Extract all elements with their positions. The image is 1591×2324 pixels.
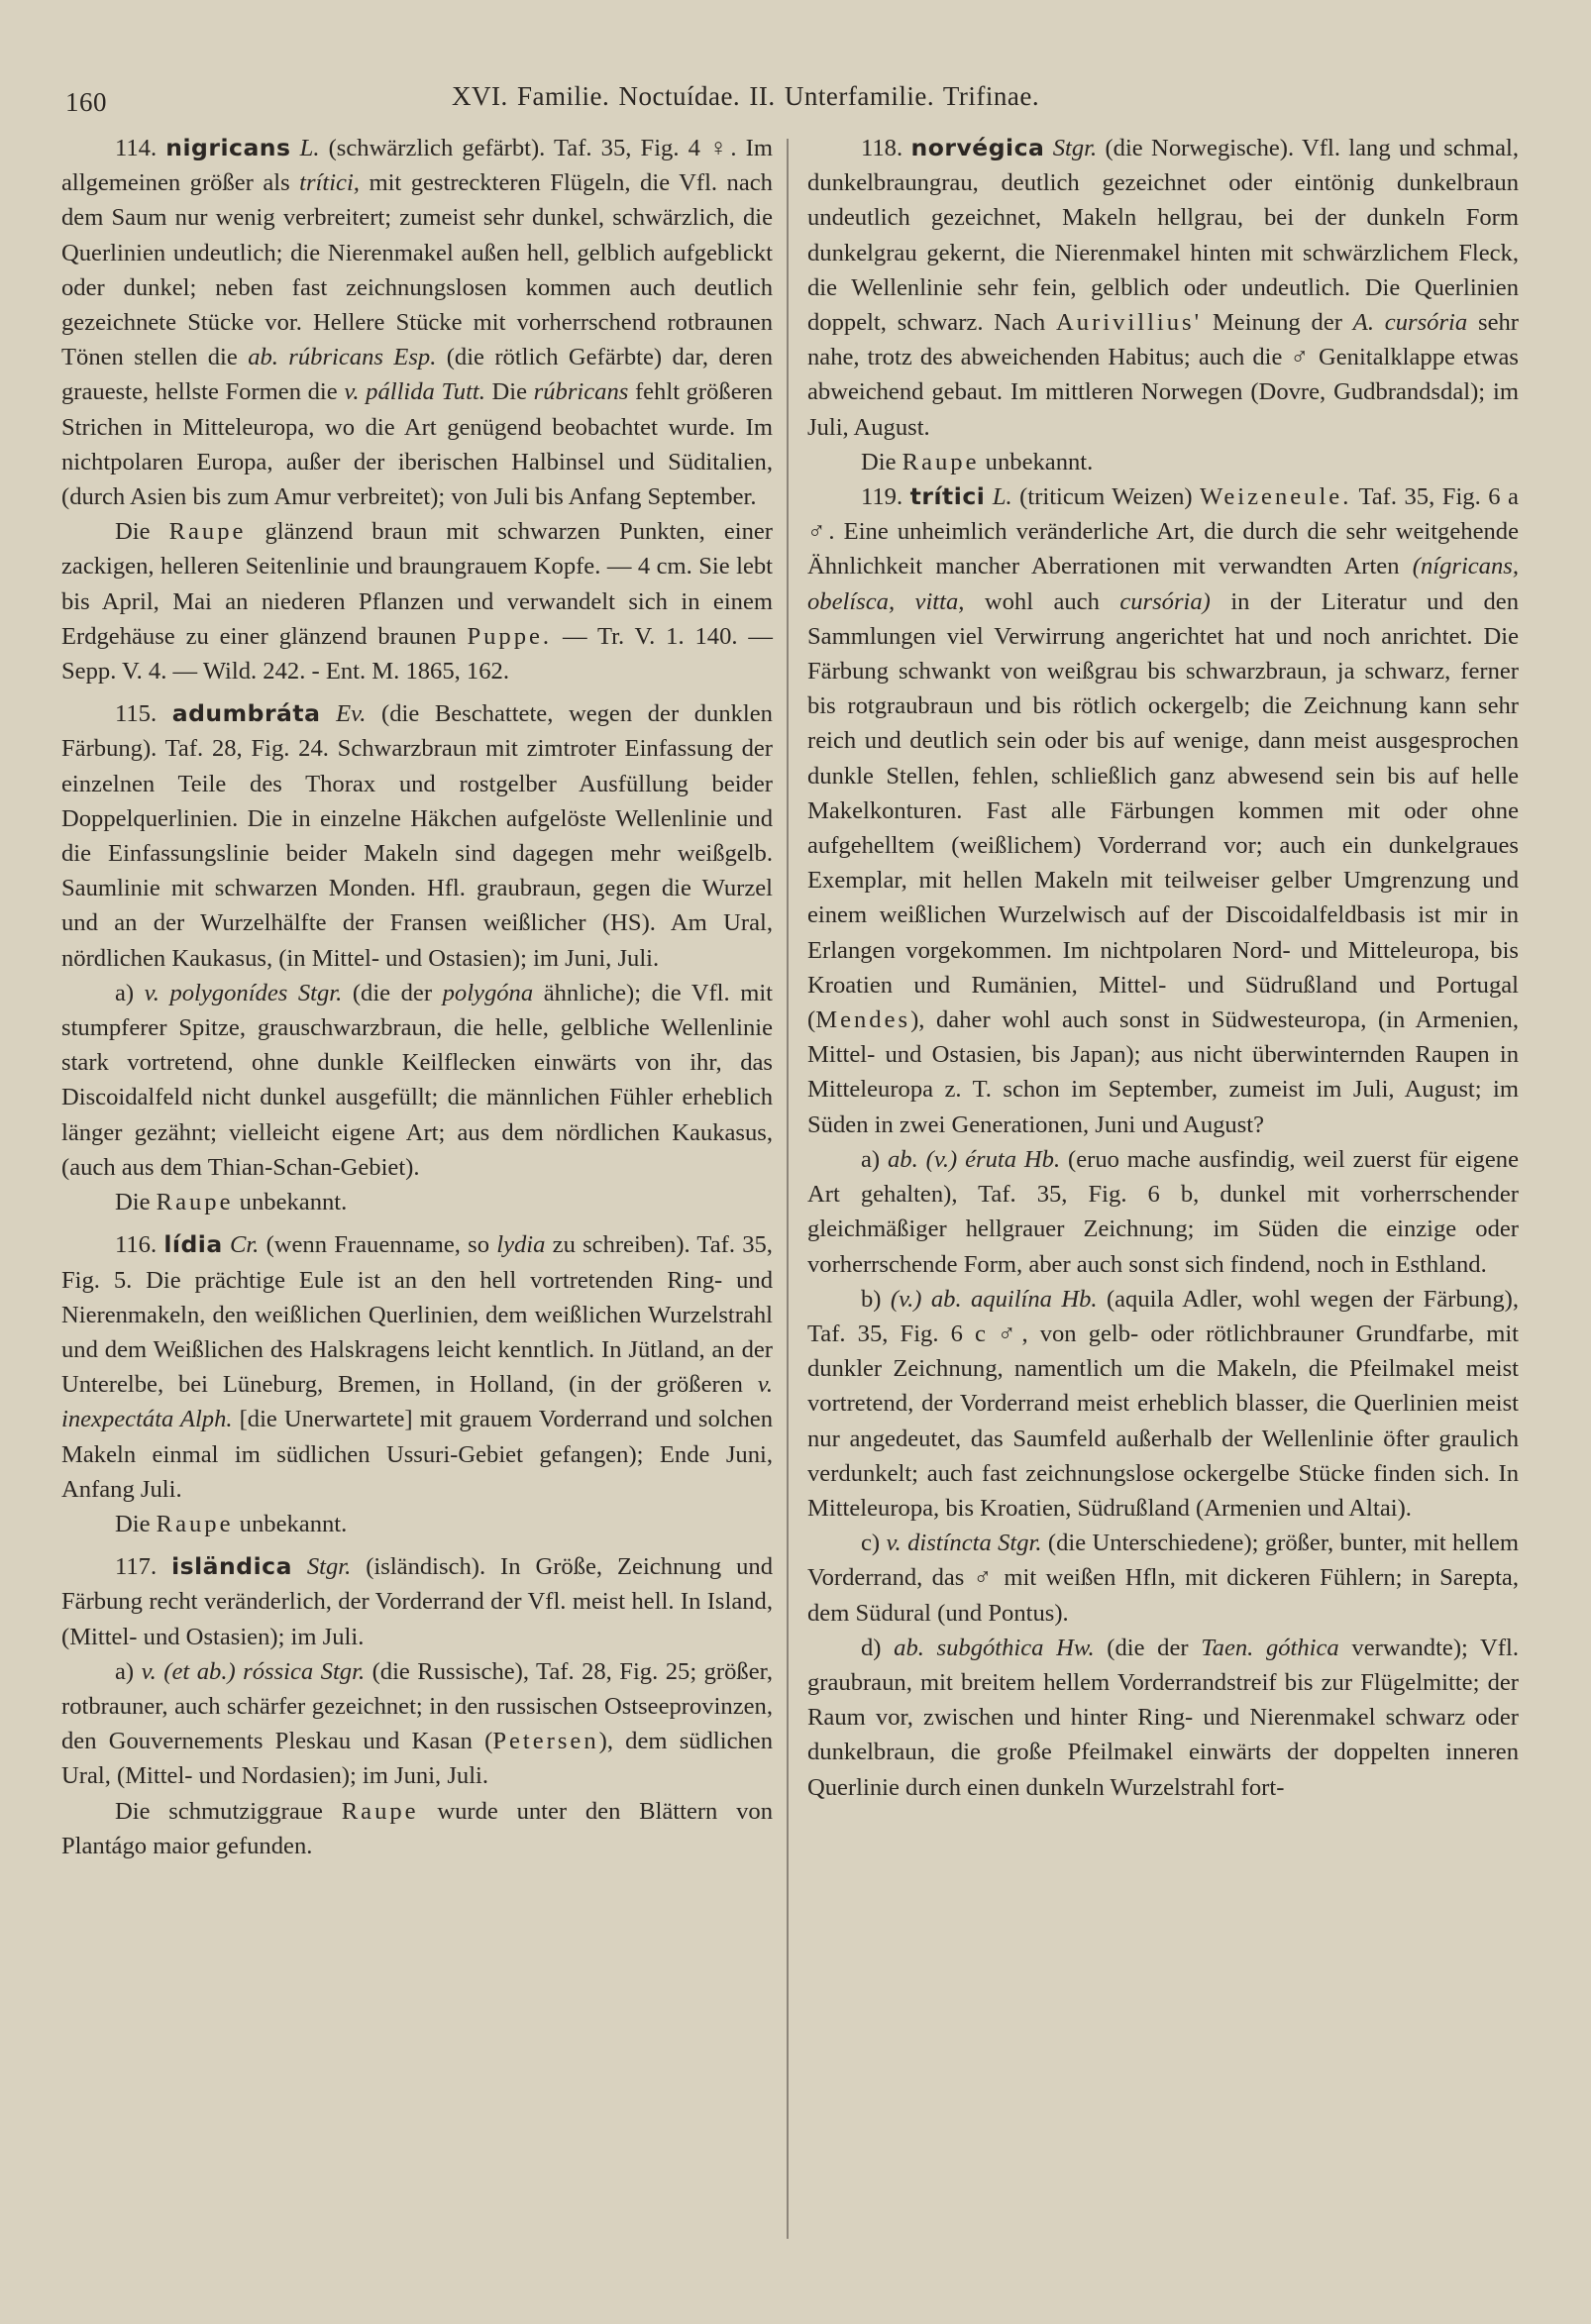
variety-name: v. distíncta Stgr. — [886, 1530, 1042, 1557]
entry-114 — [61, 131, 773, 688]
species-author: L. — [992, 483, 1012, 511]
entry-117-variety-a: a) v. (et ab.) róssica Stgr. (die Russische), Taf. 28, Fig. 25; größer, rotbrauner, auch schärfer gezeichnet; in den russischen Ostseeprovinzen, den Gouvernements Pleskau und Kasan (Petersen), dem südlichen Ural, (Mittel- und Nordasien); im Juni, Juli. — [61, 1657, 773, 1790]
entry-115-variety-a: a) v. polygonídes Stgr. (die der polygóna ähnliche); die Vfl. mit stumpferer Spitze, grauschwarzbraun, die helle, gelbliche Wellenlinie stark vortretend, ohne dunkle Keilflecken einwärts von ihr, das Discoidalfeld nicht dunkel ausgefüllt; die männlichen Fühler erheblich länger gezähnt; vielleicht eigene Art; aus dem nördlichen Kaukasus, (auch aus dem Thian-Schan-Gebiet). — [61, 979, 774, 1181]
entry-118-text: 118. norvégica Stgr. (die Norwegische). Vfl. lang und schmal, dunkelbraungrau, deutlich gezeichnet oder eintönig dunkelbraun undeutlich gezeichnet, Makeln hellgrau, bei der dunkeln Form dunkelgrau gekernt, die Nierenmakel hinten mit schwärzlichem Fleck, die Wellenlinie sehr fein, gelblich oder undeutlich. Die Querlinien doppelt, schwarz. Nach Aurivillius' Meinung der A. cursória sehr nahe, trotz des abweichenden Habitus; auch die ♂ Genitalklappe etwas abweichend gebaut. Im mittleren Norwegen (Dovre, Gudbrandsdal); im Juli, August. — [807, 134, 1520, 441]
species-name: nigricans — [165, 134, 291, 161]
entry-119-variety-c: c) v. distíncta Stgr. (die Unterschiedene); größer, bunter, mit hellem Vorderrand, das ♂ mit weißen Hfln, mit dickeren Fühlern; in Sarepta, dem Südural (und Pontus). — [807, 1530, 1519, 1627]
entry-115-text: 115. adumbráta Ev. (die Beschattete, wegen der dunklen Färbung). Taf. 28, Fig. 24. Schwarzbraun mit zimtroter Einfassung der einzelnen Teile des Thorax und rostgelber Ausfüllung beider Doppelquerlinien. Die in einzelne Häkchen aufgelöste Wellenlinie und die Einfassungslinie beider Makeln sind dagegen mehr weißgelb. Saumlinie mit schwarzen Monden. Hfl. graubraun, gegen die Wurzel und an der Wurzelhälfte der Fransen weißlicher (HS). Am Ural, nördlichen Kaukasus, (in Mittel- und Ostasien); im Juni, Juli. — [61, 699, 773, 972]
entry-119 — [807, 479, 1519, 1805]
column-divider — [787, 139, 789, 2239]
entry-117-larva: Die schmutziggraue Raupe wurde unter den Blättern von Plantágo maior gefunden. — [61, 1797, 773, 1859]
entry-118 — [807, 131, 1519, 479]
species-author: Cr. — [229, 1231, 260, 1259]
variety-name: (v.) ab. aquilína Hb. — [890, 1285, 1098, 1313]
common-name: Weizeneule. — [1200, 483, 1352, 511]
entry-118-larva: Die Raupe unbekannt. — [861, 448, 1094, 475]
entry-116 — [61, 1227, 773, 1541]
species-name: isländica — [171, 1552, 292, 1581]
page-number: 160 — [65, 87, 107, 117]
right-column — [807, 131, 1519, 1805]
variety-name: v. inexpectáta Alph. — [61, 1371, 773, 1433]
entry-114-larva: Die Raupe glänzend braun mit schwarzen Punkten, einer zackigen, helleren Seitenlinie und braungrauem Kopfe. — 4 cm. Sie lebt bis April, Mai an niederen Pflanzen und verwandelt sich in einem Erdgehäuse zu einer glänzend braunen Puppe. — Tr. V. 1. 140. — Sepp. V. 4. — Wild. 242. - Ent. M. 1865, 162. — [61, 518, 773, 686]
entry-119-variety-d: d) ab. subgóthica Hw. (die der Taen. góthica verwandte); Vfl. graubraun, mit breitem hellem Vorderrandstreif bis zur Flügelmitte; der Raum vor, zwischen und hinter Ring- und Nierenmakel schwarz oder dunkelbraun, die große Pfeilmakel einwärts der doppelten inneren Querlinie durch einen dunkeln Wurzelstrahl fort- — [807, 1634, 1519, 1801]
entry-119-variety-a: a) ab. (v.) éruta Hb. (eruo mache ausfindig, weil zuerst für eigene Art gehalten), Taf. 35, Fig. 6 b, dunkel mit vorherrschender gleichmäßiger hellgrauer Zeichnung; im Süden die einzige oder vorherrschende Form, aber auch sonst sich findend, noch in Esthland. — [807, 1145, 1519, 1278]
running-head: XVI. Familie. Noctuídae. II. Unterfamilie. Trifinae. — [452, 81, 1040, 111]
page-header — [65, 81, 1532, 121]
entry-117-text: 117. isländica Stgr. (isländisch). In Größe, Zeichnung und Färbung recht veränderlich, der Vorderrand der Vfl. meist hell. In Island, (Mittel- und Ostasien); im Juli. — [61, 1552, 773, 1650]
entry-114-text: 114. nigricans L. (schwärzlich gefärbt). Taf. 35, Fig. 4 ♀. Im allgemeinen größer als trítici, mit gestreckteren Flügeln, die Vfl. nach dem Saum nur wenig verbreitert; zumeist sehr dunkel, schwärzlich, die Querlinien undeutlich; die Nierenmakel außen hell, gelblich aufgeblickt oder dunkel; neben fast zeichnungslosen kommen auch deutlich gezeichnete Stücke vor. Hellere Stücke mit vorherrschend rotbraunen Tönen stellen die ab. rúbricans Esp. (die rötlich Gefärbte) dar, deren graueste, hellste Formen die v. pállida Tutt. Die rúbricans fehlt größeren Strichen in Mitteleuropa, wo die Art genügend beobachtet wurde. Im nichtpolaren Europa, außer der iberischen Halbinsel und Süditalien, (durch Asien bis zum Amur verbreitet); von Juli bis Anfang September. — [61, 134, 774, 511]
entry-116-text: 116. lídia Cr. (wenn Frauenname, so lydia zu schreiben). Taf. 35, Fig. 5. Die prächtige Eule ist an den hell vortretenden Ring- und Nierenmakeln, den weißlichen Querlinien, dem weißlichen Wurzelstrahl und dem Weißlichen des Halskragens leicht kenntlich. In Jütland, an der Unterelbe, bei Lüneburg, Bremen, in Holland, (in der größeren v. inexpectáta Alph. [die Unerwartete] mit grauem Vorderrand und solchen Makeln einmal im südlichen Ussuri-Gebiet gefangen); Ende Juni, Anfang Juli. — [61, 1230, 773, 1503]
species-name: lídia — [163, 1230, 223, 1259]
variety-name: v. pállida Tutt. — [344, 378, 485, 406]
species-name: trítici — [909, 482, 986, 511]
entry-116-larva: Die Raupe unbekannt. — [115, 1510, 348, 1537]
species-name: norvégica — [910, 134, 1045, 161]
species-author: Ev. — [336, 700, 367, 728]
variety-name: v. (et ab.) róssica Stgr. — [141, 1657, 366, 1685]
entry-117 — [61, 1549, 773, 1863]
species-author: L. — [299, 135, 320, 161]
aberration-name: ab. rúbricans Esp. — [248, 344, 437, 371]
variety-name: ab. (v.) éruta Hb. — [888, 1145, 1061, 1173]
entry-115 — [61, 696, 773, 1219]
species-author: Stgr. — [1052, 135, 1098, 161]
entry-119-text: 119. trítici L. (triticum Weizen) Weizeneule. Taf. 35, Fig. 6 a ♂. Eine unheimlich veränderliche Art, die durch die sehr weitgehende Ähnlichkeit mancher Aberrationen mit verwandten Arten (nígricans, obelísca, vitta, wohl auch cursória) in der Literatur und den Sammlungen viel Verwirrung angerichtet hat und noch anrichtet. Die Färbung schwankt von weißgrau bis schwarzbraun, ja schwarz, ferner bis rotgraubraun und bis rötlich ockergelb; die Zeichnung kann sehr reich und deutlich sein oder bis auf wenige, dann meist ausgesprochen dunkle Stellen, fehlen, schließlich ganz abwesend sein bis auf helle Makelkonturen. Fast alle Färbungen kommen mit oder ohne aufgehelltem (weißlichem) Vorderrand vor; auch ein dunkelgraues Exemplar, mit hellen Makeln mit teilweiser gelber Umgrenzung und einem weißlichen Wurzelwisch auf der Discoidalfeldbasis ist mir in Erlangen vorgekommen. Im nichtpolaren Nord- und Mitteleuropa, bis Kroatien und Rumänien, Mittel- und Südrußland und Portugal (Mendes), daher wohl auch sonst in Südwesteuropa, (in Armenien, Mittel- und Ostasien, bis Japan); aus nicht überwinternden Raupen in Mitteleuropa z. T. schon im September, zumeist im Juli, August; im Süden in zwei Generationen, Juni und August? — [807, 482, 1519, 1138]
left-column — [61, 131, 773, 1863]
variety-name: ab. subgóthica Hw. — [894, 1634, 1095, 1661]
entry-115-larva: Die Raupe unbekannt. — [115, 1189, 348, 1216]
variety-name: v. polygonídes Stgr. — [144, 979, 343, 1006]
species-name: adumbráta — [171, 699, 321, 728]
entry-119-variety-b: b) (v.) ab. aquilína Hb. (aquila Adler, wohl wegen der Färbung), Taf. 35, Fig. 6 c ♂, von gelb- oder rötlichbrauner Grundfarbe, mit dunkler Zeichnung, namentlich um die Makeln, die Pfeilmakel meist vortretend, der Vorderrand meist erheblich blasser, die Querlinien meist nur angedeutet, das Saumfeld außerhalb der Wellenlinie öfter graulich verdunkelt; auch fast zeichnungslose ockergelbe Stücke finden sich. In Mitteleuropa, bis Kroatien, Südrußland (Armenien und Altai). — [807, 1285, 1519, 1522]
species-author: Stgr. — [306, 1553, 352, 1581]
